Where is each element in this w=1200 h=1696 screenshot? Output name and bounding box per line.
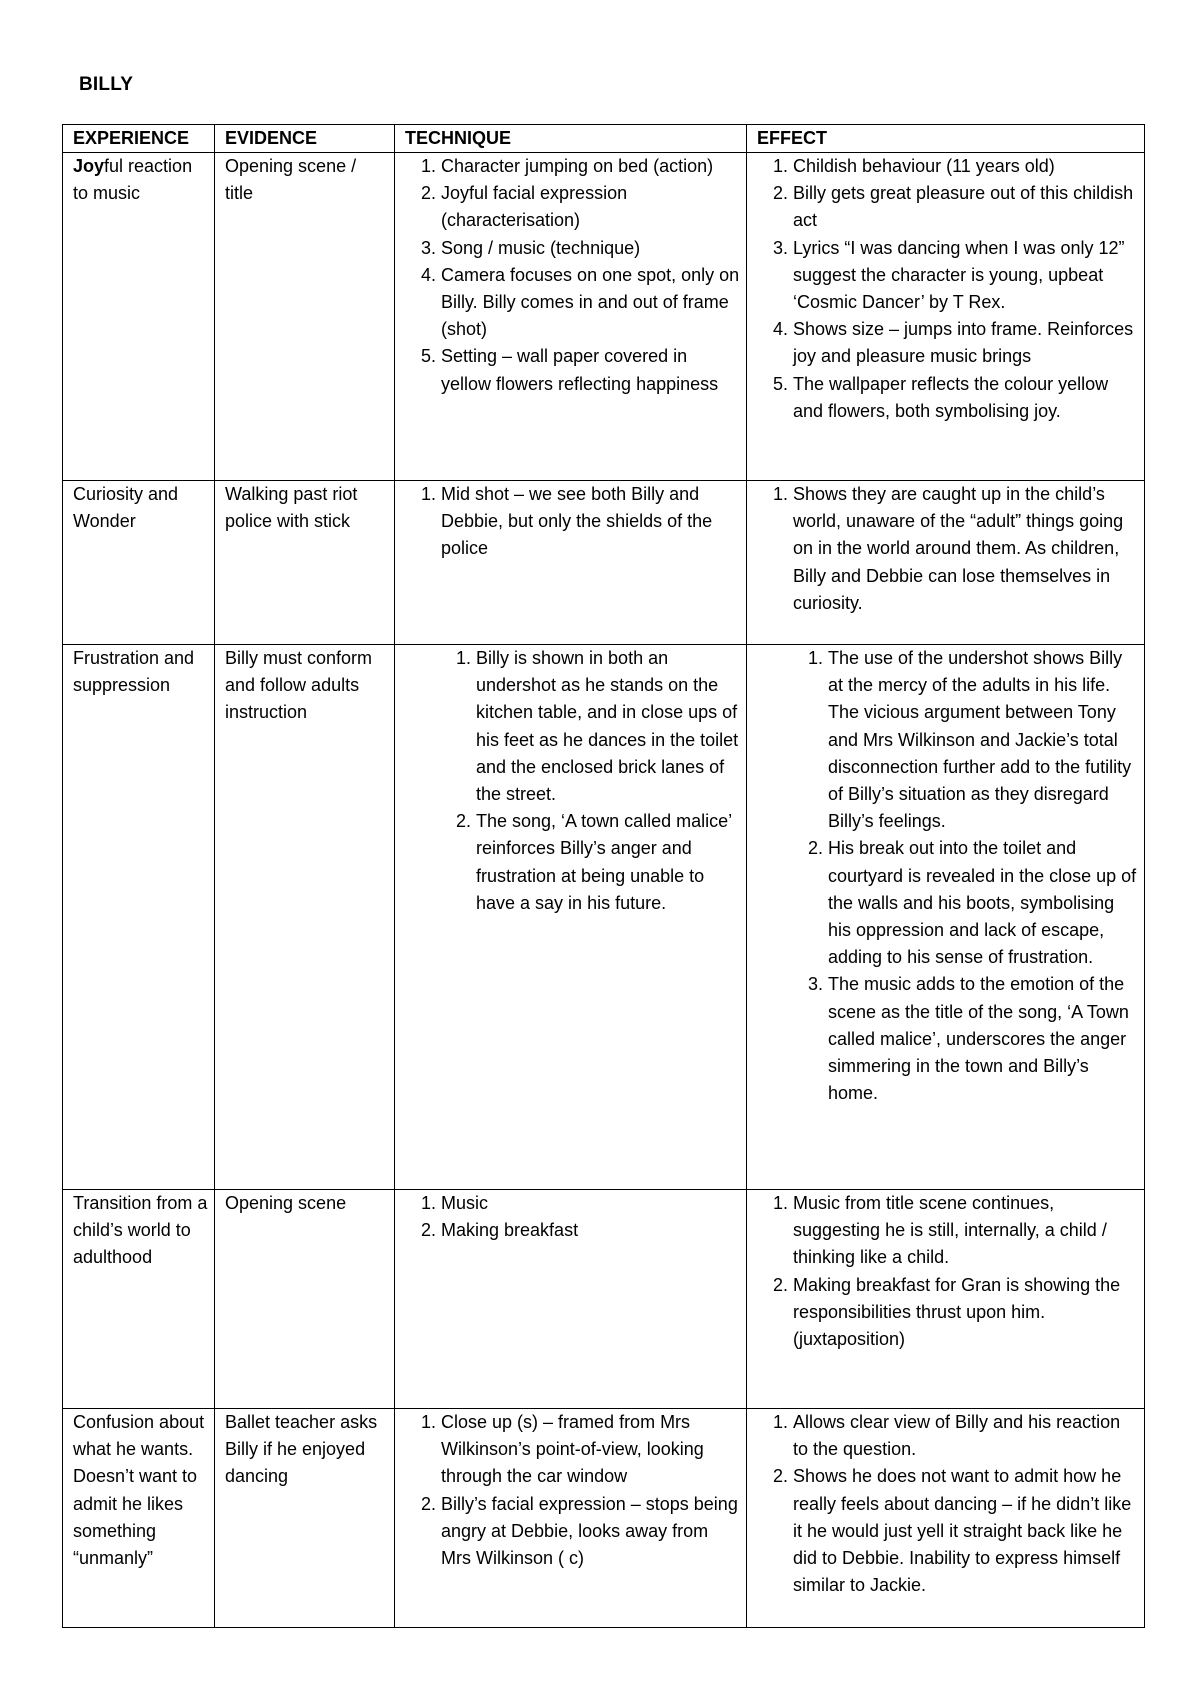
list-item: 2. Making breakfast <box>441 1217 740 1244</box>
list-item: 2. Shows he does not want to admit how he really feels about dancing – if he didn’t like it he would just yell it straight back like he did to Debbie. Inability to express himself similar to Jackie. <box>793 1463 1138 1599</box>
list-item: 1. The use of the undershot shows Billy at the mercy of the adults in his life. The vicious argument between Tony and Mrs Wilkinson and Jackie’s total disconnection further add to the futility of Billy’s situation as they disregard Billy’s feelings. <box>828 645 1138 835</box>
effect-list <box>757 1190 1138 1353</box>
effect-list <box>757 1409 1138 1599</box>
document-title: BILLY <box>79 74 134 95</box>
evidence-cell: Ballet teacher asks Billy if he enjoyed dancing <box>215 1409 395 1628</box>
table-row <box>63 1409 1145 1628</box>
effect-cell <box>747 153 1145 481</box>
technique-list <box>405 1409 740 1572</box>
list-item: 1. Childish behaviour (11 years old) <box>793 153 1138 180</box>
table-row <box>63 481 1145 645</box>
list-item: 1. Music <box>441 1190 740 1217</box>
evidence-cell: Walking past riot police with stick <box>215 481 395 645</box>
list-item: 2. Joyful facial expression (characterisation) <box>441 180 740 234</box>
effect-cell <box>747 645 1145 1190</box>
list-item: 5. Setting – wall paper covered in yellow flowers reflecting happiness <box>441 343 740 397</box>
list-item: 1. Character jumping on bed (action) <box>441 153 740 180</box>
experience-cell <box>63 153 215 481</box>
evidence-cell: Billy must conform and follow adults instruction <box>215 645 395 1190</box>
header-row <box>63 125 1145 153</box>
experience-cell: Curiosity and Wonder <box>63 481 215 645</box>
list-item: 2. Making breakfast for Gran is showing the responsibilities thrust upon him. (juxtaposition) <box>793 1272 1138 1354</box>
list-item: 1. Close up (s) – framed from Mrs Wilkinson’s point-of-view, looking through the car window <box>441 1409 740 1491</box>
effect-cell <box>747 1190 1145 1409</box>
list-item: 1. Mid shot – we see both Billy and Debbie, but only the shields of the police <box>441 481 740 563</box>
list-item: 3. Lyrics “I was dancing when I was only 12” suggest the character is young, upbeat ‘Cosmic Dancer’ by T Rex. <box>793 235 1138 317</box>
technique-list <box>405 1190 740 1244</box>
list-item: 1. Music from title scene continues, suggesting he is still, internally, a child / thinking like a child. <box>793 1190 1138 1272</box>
header-effect: EFFECT <box>747 125 1145 153</box>
experience-cell: Transition from a child’s world to adulthood <box>63 1190 215 1409</box>
technique-cell <box>395 1190 747 1409</box>
list-item: 1. Billy is shown in both an undershot as he stands on the kitchen table, and in close ups of his feet as he dances in the toilet and the enclosed brick lanes of the street. <box>476 645 740 808</box>
technique-list <box>405 645 740 917</box>
technique-cell <box>395 481 747 645</box>
list-item: 1. Shows they are caught up in the child’s world, unaware of the “adult” things going on in the world around them. As children, Billy and Debbie can lose themselves in curiosity. <box>793 481 1138 617</box>
header-experience: EXPERIENCE <box>63 125 215 153</box>
table-row <box>63 645 1145 1190</box>
technique-list <box>405 153 740 398</box>
list-item: 2. The song, ‘A town called malice’ reinforces Billy’s anger and frustration at being unable to have a say in his future. <box>476 808 740 917</box>
analysis-table <box>62 124 1145 1628</box>
table-row <box>63 153 1145 481</box>
list-item: 4. Shows size – jumps into frame. Reinforces joy and pleasure music brings <box>793 316 1138 370</box>
list-item: 2. Billy’s facial expression – stops being angry at Debbie, looks away from Mrs Wilkinson ( c) <box>441 1491 740 1573</box>
technique-cell <box>395 153 747 481</box>
technique-cell <box>395 645 747 1190</box>
header-technique: TECHNIQUE <box>395 125 747 153</box>
effect-cell <box>747 481 1145 645</box>
list-item: 2. Billy gets great pleasure out of this childish act <box>793 180 1138 234</box>
list-item: 5. The wallpaper reflects the colour yellow and flowers, both symbolising joy. <box>793 371 1138 425</box>
experience-cell: Confusion about what he wants. Doesn’t want to admit he likes something “unmanly” <box>63 1409 215 1628</box>
technique-cell <box>395 1409 747 1628</box>
effect-list <box>757 645 1138 1107</box>
list-item: 1. Allows clear view of Billy and his reaction to the question. <box>793 1409 1138 1463</box>
list-item: 4. Camera focuses on one spot, only on Billy. Billy comes in and out of frame (shot) <box>441 262 740 344</box>
list-item: 3. The music adds to the emotion of the scene as the title of the song, ‘A Town called malice’, underscores the anger simmering in the town and Billy’s home. <box>828 971 1138 1107</box>
header-evidence: EVIDENCE <box>215 125 395 153</box>
experience-text: ful reaction to music <box>73 156 193 204</box>
table-row <box>63 1190 1145 1409</box>
experience-emphasis: Joy <box>73 156 105 176</box>
list-item: 2. His break out into the toilet and courtyard is revealed in the close up of the walls and his boots, symbolising his oppression and lack of escape, adding to his sense of frustration. <box>828 835 1138 971</box>
technique-list <box>405 481 740 563</box>
list-item: 3. Song / music (technique) <box>441 235 740 262</box>
effect-cell <box>747 1409 1145 1628</box>
evidence-cell: Opening scene / title <box>215 153 395 481</box>
experience-cell: Frustration and suppression <box>63 645 215 1190</box>
evidence-cell: Opening scene <box>215 1190 395 1409</box>
effect-list <box>757 481 1138 617</box>
effect-list <box>757 153 1138 425</box>
